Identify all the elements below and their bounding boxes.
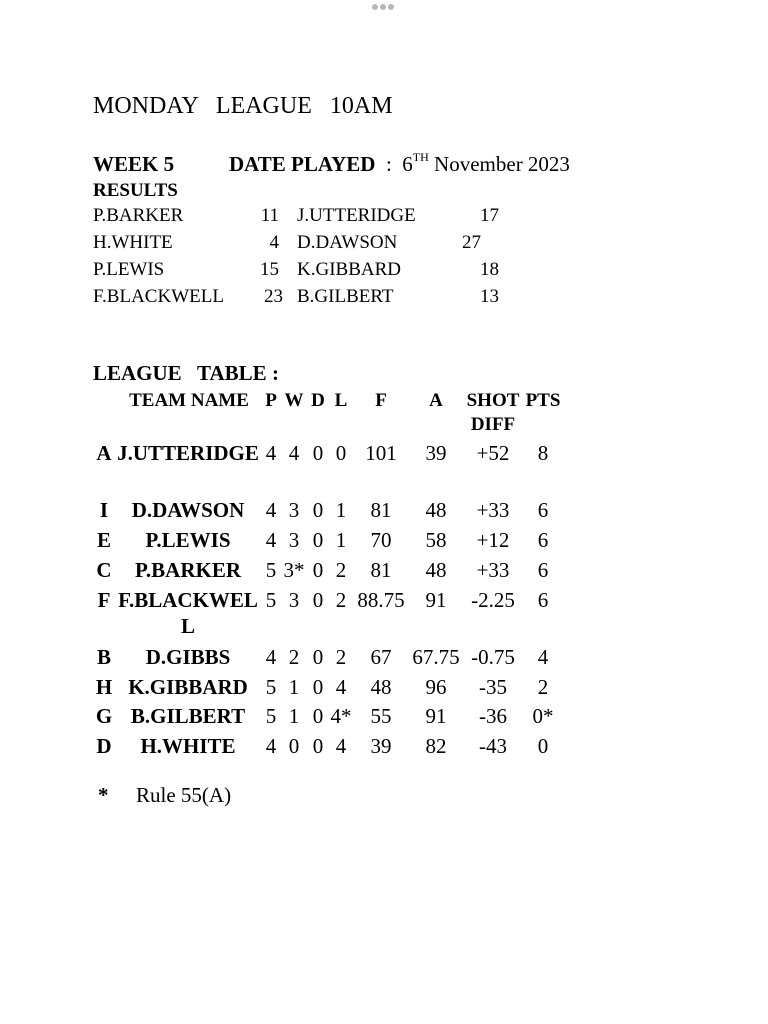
result-score-1: 23: [264, 286, 283, 307]
date-day: 6: [402, 152, 413, 176]
won: 4: [288, 441, 300, 465]
week-label: WEEK 5: [93, 152, 175, 176]
shots-for: 39: [370, 734, 392, 758]
shot-difference: -35: [479, 675, 507, 699]
result-player-1: F.BLACKWELL: [93, 286, 224, 307]
played: 5: [265, 704, 277, 728]
table-row: [0, 440, 768, 470]
dot: [380, 4, 386, 10]
shots-against: 58: [425, 528, 447, 552]
result-player-2: B.GILBERT: [297, 286, 394, 307]
result-player-2: D.DAWSON: [297, 232, 398, 253]
points: 0: [537, 734, 549, 758]
result-score-2: 17: [480, 205, 499, 226]
team-code: F: [97, 588, 111, 612]
header-pts: PTS: [525, 390, 561, 411]
shots-for: 48: [370, 675, 392, 699]
shot-difference: -43: [479, 734, 507, 758]
team-code: B: [96, 645, 111, 669]
header-f: F: [375, 390, 387, 411]
lost: 2: [335, 588, 347, 612]
shots-against: 48: [425, 498, 447, 522]
result-score-2: 18: [480, 259, 499, 280]
points: 6: [537, 498, 549, 522]
result-row: [93, 205, 513, 229]
table-row: [0, 527, 768, 557]
shot-difference: +33: [476, 498, 510, 522]
drawn: 0: [312, 645, 324, 669]
shots-against: 67.75: [412, 645, 460, 669]
date-separator: :: [385, 152, 392, 176]
drawn: 0: [312, 588, 324, 612]
shots-for: 88.75: [357, 588, 405, 612]
results-title: RESULTS: [93, 180, 178, 201]
table-row: [0, 733, 768, 763]
footnote-text: Rule 55(A): [136, 783, 232, 807]
points: 6: [537, 528, 549, 552]
table-row: [0, 703, 768, 733]
drawn: 0: [312, 441, 324, 465]
drawn: 0: [312, 675, 324, 699]
dot: [388, 4, 394, 10]
played: 5: [265, 675, 277, 699]
points: 0*: [532, 704, 554, 728]
header-w: W: [284, 390, 304, 411]
result-row: [93, 286, 513, 310]
result-score-1: 4: [269, 232, 279, 253]
header-shot: SHOT: [466, 390, 520, 411]
shot-difference: -36: [479, 704, 507, 728]
result-player-1: P.BARKER: [93, 205, 184, 226]
team-code: C: [96, 558, 112, 582]
shots-against: 39: [425, 441, 447, 465]
team-code: I: [99, 498, 109, 522]
shots-against: 96: [425, 675, 447, 699]
drawn: 0: [312, 558, 324, 582]
team-name: D.DAWSON: [131, 498, 245, 522]
team-code: D: [96, 734, 112, 758]
table-row: [0, 497, 768, 527]
played: 4: [265, 441, 277, 465]
table-row: [0, 557, 768, 587]
table-row: [0, 644, 768, 674]
document-title: MONDAY LEAGUE 10AM: [93, 93, 393, 119]
result-score-1: 15: [260, 259, 279, 280]
lost: 1: [335, 498, 347, 522]
result-score-2: 13: [480, 286, 499, 307]
header-d: D: [311, 390, 325, 411]
date-played-label: DATE PLAYED: [229, 152, 376, 176]
team-name: D.GIBBS: [145, 645, 231, 669]
header-diff: DIFF: [470, 414, 516, 435]
played: 4: [265, 528, 277, 552]
shots-for: 70: [370, 528, 392, 552]
dot: [372, 4, 378, 10]
shots-for: 55: [370, 704, 392, 728]
footnote-symbol: *: [98, 783, 109, 807]
won: 2: [288, 645, 300, 669]
league-table-title: LEAGUE TABLE :: [93, 361, 279, 385]
shots-against: 91: [425, 704, 447, 728]
won: 3*: [283, 558, 305, 582]
played: 4: [265, 645, 277, 669]
team-name: J.UTTERIDGE: [117, 441, 259, 465]
result-row: [93, 259, 513, 283]
won: 3: [288, 498, 300, 522]
lost: 4: [335, 734, 347, 758]
team-code: A: [96, 441, 112, 465]
shots-for: 81: [370, 558, 392, 582]
lost: 1: [335, 528, 347, 552]
played: 5: [265, 588, 277, 612]
team-code: H: [95, 675, 113, 699]
team-name: P.LEWIS: [145, 528, 231, 552]
result-row: [93, 232, 513, 256]
shot-difference: +12: [476, 528, 510, 552]
drawn: 0: [312, 498, 324, 522]
shots-for: 67: [370, 645, 392, 669]
drawn: 0: [312, 528, 324, 552]
lost: 4*: [330, 704, 352, 728]
points: 6: [537, 588, 549, 612]
header-a: A: [429, 390, 443, 411]
table-row: [0, 674, 768, 704]
lost: 4: [335, 675, 347, 699]
team-name: K.GIBBARD: [128, 675, 248, 699]
team-name: P.BARKER: [135, 558, 241, 582]
result-player-1: H.WHITE: [93, 232, 173, 253]
team-code: E: [96, 528, 111, 552]
shot-difference: -0.75: [471, 645, 515, 669]
lost: 0: [335, 441, 347, 465]
shots-for: 101: [365, 441, 397, 465]
points: 8: [537, 441, 549, 465]
result-player-2: K.GIBBARD: [297, 259, 401, 280]
drawn: 0: [312, 704, 324, 728]
result-score-1: 11: [260, 205, 279, 226]
result-player-2: J.UTTERIDGE: [297, 205, 416, 226]
header-team-name: TEAM NAME: [129, 390, 249, 411]
shot-difference: +52: [476, 441, 510, 465]
header-l: L: [334, 390, 348, 411]
won: 1: [288, 675, 300, 699]
won: 0: [288, 734, 300, 758]
date-rest: November 2023: [434, 152, 570, 176]
points: 4: [537, 645, 549, 669]
shots-against: 82: [425, 734, 447, 758]
played: 4: [265, 498, 277, 522]
team-name: H.WHITE: [140, 734, 236, 758]
table-row: [0, 587, 768, 638]
won: 3: [288, 588, 300, 612]
team-name: B.GILBERT: [130, 704, 246, 728]
shot-difference: -2.25: [471, 588, 515, 612]
shots-for: 81: [370, 498, 392, 522]
lost: 2: [335, 558, 347, 582]
lost: 2: [335, 645, 347, 669]
result-player-1: P.LEWIS: [93, 259, 165, 280]
shot-difference: +33: [476, 558, 510, 582]
won: 1: [288, 704, 300, 728]
result-score-2: 27: [462, 232, 481, 253]
team-name: F.BLACKWELL: [118, 588, 258, 638]
team-code: G: [95, 704, 113, 728]
drawn: 0: [312, 734, 324, 758]
played: 5: [265, 558, 277, 582]
points: 6: [537, 558, 549, 582]
date-suffix: TH: [412, 150, 429, 164]
week-line: [93, 152, 570, 177]
more-dots-icon[interactable]: [372, 4, 394, 10]
shots-against: 48: [425, 558, 447, 582]
won: 3: [288, 528, 300, 552]
points: 2: [537, 675, 549, 699]
played: 4: [265, 734, 277, 758]
shots-against: 91: [425, 588, 447, 612]
header-p: P: [265, 390, 277, 411]
